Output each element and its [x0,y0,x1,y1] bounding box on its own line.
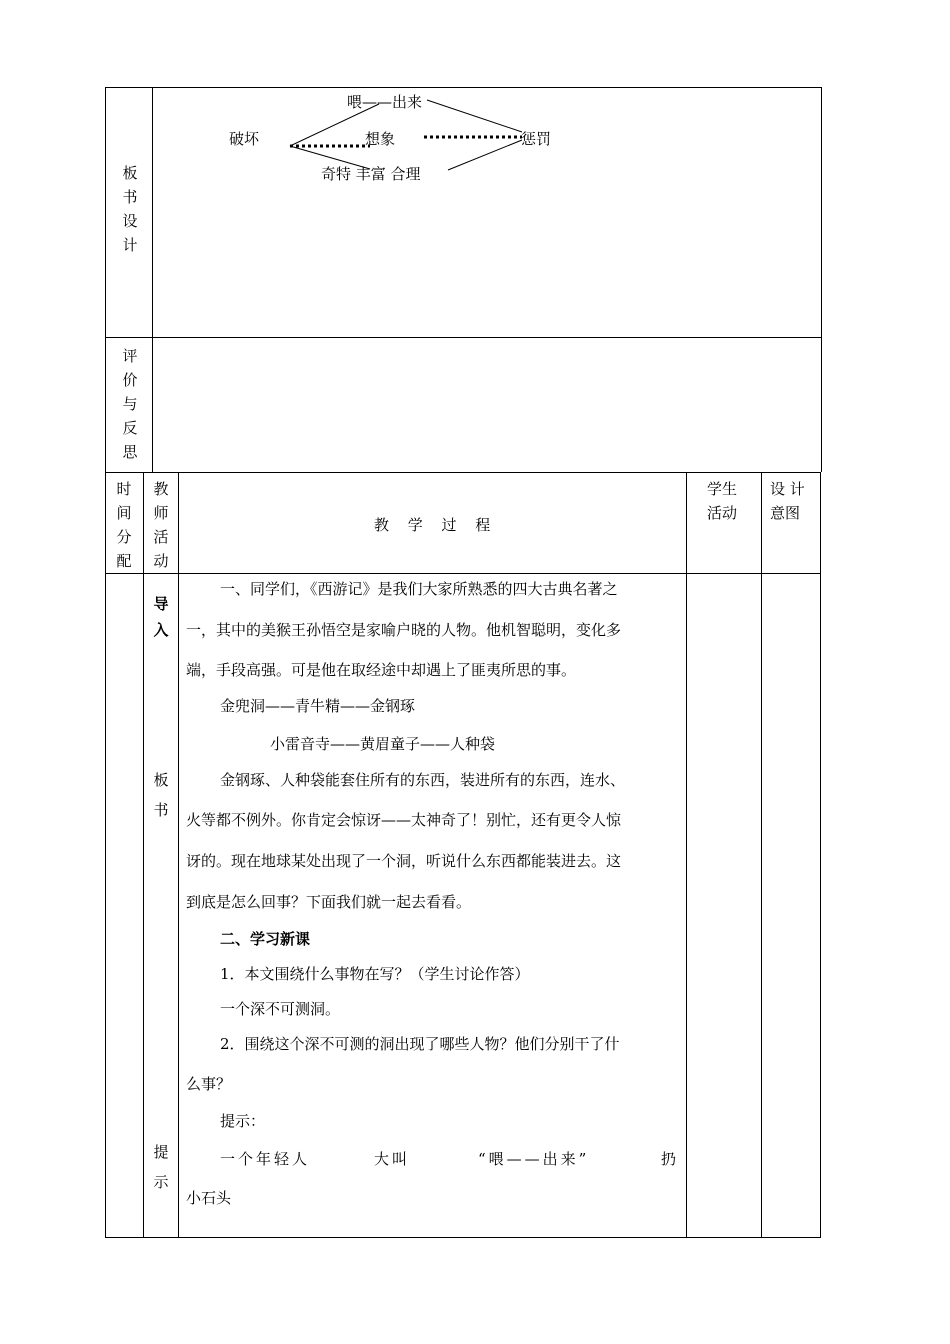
diagram-top-phrase: 喂——出来 [347,93,423,111]
content-line: 一个深不可测洞。 [220,1000,341,1018]
content-line: 提示： [220,1112,266,1130]
label-char: 板 [122,164,138,182]
upper-table-right-border [821,87,822,472]
content-line: “喂——出来” [478,1150,590,1168]
diagram-line [427,100,522,132]
content-line: 金兜洞——青牛精——金钢琢 [220,697,416,715]
lower-table-left-border [105,472,106,1238]
header-char: 分 [116,528,132,546]
content-line: 大叫 [374,1150,411,1168]
content-line: 一，其中的美猴王孙悟空是家喻户晓的人物。他机智聪明，变化多 [186,621,622,639]
header-char: 时 [116,480,132,498]
header-student-line1: 学生 [707,480,738,498]
content-line: 么事？ [186,1075,232,1093]
diagram-right-word: 惩罚 [521,130,552,148]
content-line: 小石头 [186,1189,232,1207]
diagram-bottom-phrase: 奇特 丰富 合理 [321,165,421,183]
label-char: 书 [122,188,138,206]
label-char: 设 [122,212,138,230]
content-line: 扔 [661,1150,677,1168]
header-char: 动 [153,552,169,570]
side-label-char: 书 [153,801,169,819]
lower-table-right-border [820,472,821,1238]
lower-table-top-border [105,472,821,473]
header-teacher-activity [149,477,173,573]
label-char: 计 [122,236,138,254]
header-student-activity [707,477,737,525]
header-design-line2: 意图 [770,504,801,522]
side-label-char: 板 [153,771,169,789]
content-line: 小雷音寺——黄眉童子——人种袋 [270,735,496,753]
upper-table-row-divider [105,337,822,338]
header-teaching-process: 教 学 过 程 [374,516,491,534]
header-char: 活 [153,528,169,546]
lower-table-col-divider-4 [761,472,762,1238]
section-heading: 二、学习新课 [220,930,311,948]
header-design-line1: 设 计 [770,480,805,498]
diagram-line [290,146,370,169]
evaluation-label [118,344,142,464]
content-line: 火等都不例外。你肯定会惊讶——太神奇了！别忙，还有更令人惊 [186,811,622,829]
label-char: 价 [122,371,138,389]
diagram-line [448,140,522,170]
board-design-diagram [152,88,821,198]
board-design-label [118,161,142,257]
diagram-center-word: 想象 [365,130,396,148]
label-char: 评 [122,347,138,365]
header-char: 配 [116,552,132,570]
label-char: 反 [122,419,138,437]
content-line: 1．本文围绕什么事物在写？（学生讨论作答） [220,965,530,983]
side-label-char: 入 [153,621,169,639]
lower-table-header-divider [105,573,821,574]
header-student-line2: 活动 [707,504,738,522]
header-char: 间 [116,504,132,522]
diagram-left-word: 破坏 [229,130,260,148]
content-line: 讶的。现在地球某处出现了一个洞，听说什么东西都能装进去。这 [186,852,622,870]
lower-table-col-divider-1 [143,472,144,1238]
diagram-line [290,104,379,146]
side-label-char: 提 [153,1143,169,1161]
content-line: 端，手段高强。可是他在取经途中却遇上了匪夷所思的事。 [186,661,577,679]
header-design-intent [770,477,805,525]
upper-table-left-border [105,87,106,472]
lower-table-bottom-border [105,1237,821,1238]
side-label-char: 导 [153,595,169,613]
content-line: 到底是怎么回事？下面我们就一起去看看。 [186,893,472,911]
lower-table-col-divider-3 [686,472,687,1238]
content-line: 一、同学们，《西游记》是我们大家所熟悉的四大古典名著之 [220,580,618,598]
header-char: 教 [153,480,169,498]
side-label-char: 示 [153,1173,169,1191]
lower-table-col-divider-2 [178,472,179,1238]
label-char: 思 [122,443,138,461]
content-line: 金钢琢、人种袋能套住所有的东西，装进所有的东西，连水、 [220,771,626,789]
label-char: 与 [122,395,138,413]
content-line: 一个年轻人 [220,1150,311,1168]
side-label-intro [149,591,173,643]
header-time-allocation [112,477,136,573]
header-char: 师 [153,504,169,522]
content-line: 2．围绕这个深不可测的洞出现了哪些人物？他们分别干了什 [220,1035,620,1053]
side-label-hint [149,1137,173,1197]
side-label-board [149,765,173,825]
